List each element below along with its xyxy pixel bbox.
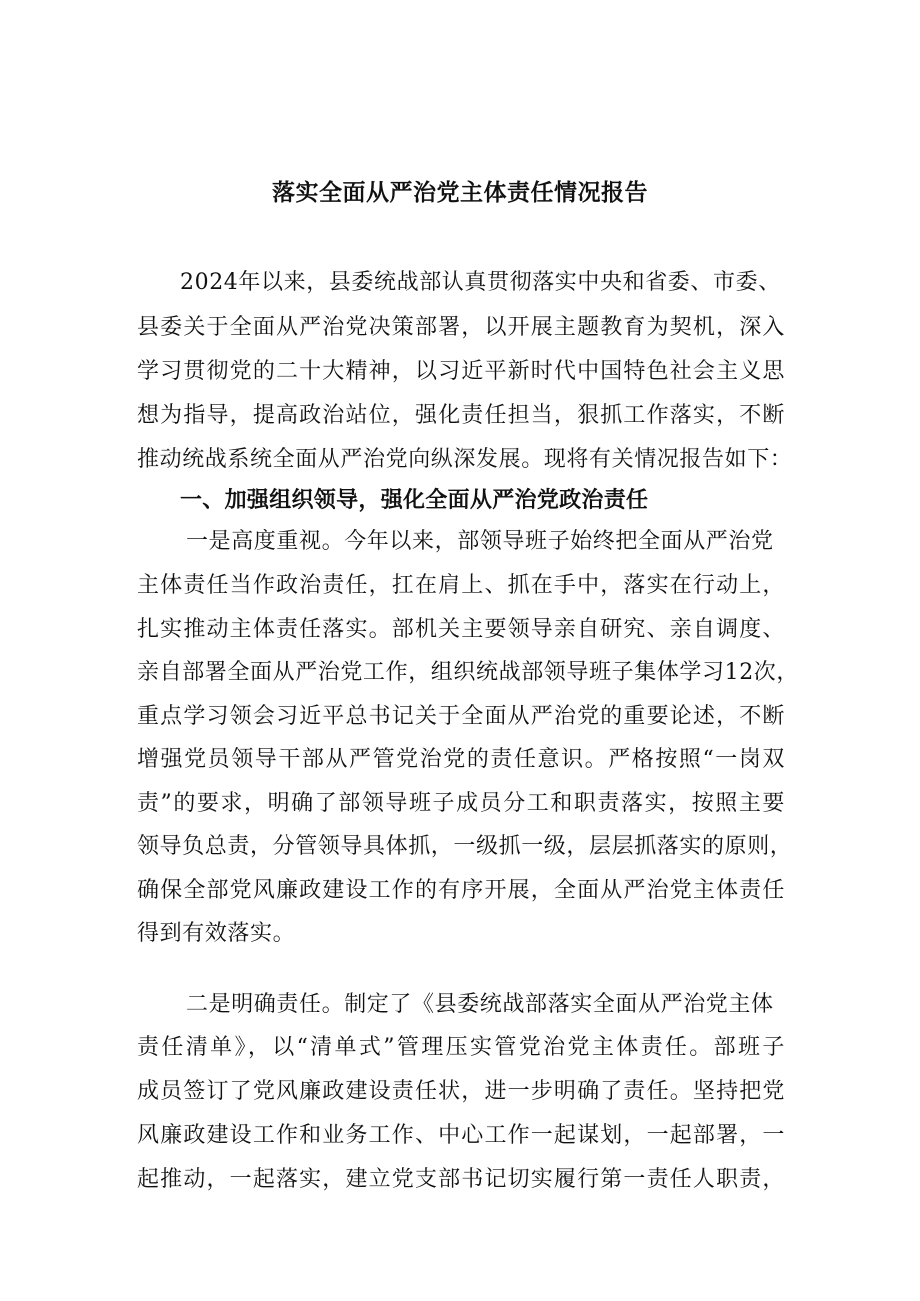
para1-line-1: 一是高度重视。今年以来，部领导班子始终把全面从严治党 bbox=[186, 529, 774, 554]
para1-line-2: 主体责任当作政治责任，扛在肩上、抓在手中，落实在行动上， bbox=[137, 573, 785, 598]
intro-line-4: 想为指导，提高政治站位，强化责任担当，狠抓工作落实，不断 bbox=[137, 403, 785, 428]
para2-line-1: 二是明确责任。制定了《县委统战部落实全面从严治党主体 bbox=[186, 992, 774, 1017]
section-heading-1: 一、加强组织领导，强化全面从严治党政治责任 bbox=[180, 488, 649, 513]
intro-line-5: 推动统战系统全面从严治党向纵深发展。现将有关情况报告如下： bbox=[137, 447, 793, 472]
para1-line-4: 亲自部署全面从严治党工作，组织统战部领导班子集体学习12次， bbox=[137, 660, 799, 685]
para1-line-7: 责”的要求，明确了部领导班子成员分工和职责落实，按照主要 bbox=[137, 791, 785, 816]
intro-line-3: 学习贯彻党的二十大精神，以习近平新时代中国特色社会主义思 bbox=[137, 359, 785, 384]
para1-line-3: 扎实推动主体责任落实。部机关主要领导亲自研究、亲自调度、 bbox=[137, 617, 785, 642]
document-title: 落实全面从严治党主体责任情况报告 bbox=[272, 180, 648, 206]
para1-line-5: 重点学习领会习近平总书记关于全面从严治党的重要论述，不断 bbox=[137, 704, 785, 729]
para2-line-5: 起推动，一起落实，建立党支部书记切实履行第一责任人职责， bbox=[137, 1167, 785, 1192]
para1-line-8: 领导负总责，分管领导具体抓，一级抓一级，层层抓落实的原则， bbox=[137, 834, 793, 859]
para2-line-2: 责任清单》，以“清单式”管理压实管党治党主体责任。部班子 bbox=[137, 1035, 785, 1060]
para2-line-3: 成员签订了党风廉政建设责任状，进一步明确了责任。坚持把党 bbox=[137, 1079, 785, 1104]
para1-line-9: 确保全部党风廉政建设工作的有序开展，全面从严治党主体责任 bbox=[137, 878, 785, 903]
para1-line-10: 得到有效落实。 bbox=[137, 921, 296, 946]
intro-line-2: 县委关于全面从严治党决策部署，以开展主题教育为契机，深入 bbox=[137, 315, 785, 340]
intro-line-1: 2024年以来，县委统战部认真贯彻落实中央和省委、市委、 bbox=[180, 270, 781, 295]
para2-line-4: 风廉政建设工作和业务工作、中心工作一起谋划，一起部署，一 bbox=[137, 1123, 785, 1148]
para1-line-6: 增强党员领导干部从严管党治党的责任意识。严格按照“一岗双 bbox=[137, 747, 785, 772]
